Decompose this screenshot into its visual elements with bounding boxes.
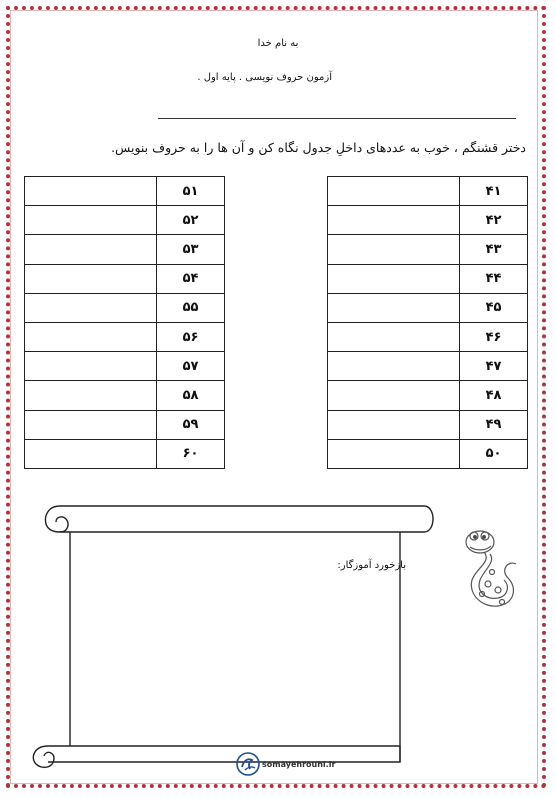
answer-cell[interactable] [25,206,157,235]
number-cell: ۵۸ [157,381,225,410]
number-cell: ۶۰ [157,439,225,468]
answer-cell[interactable] [328,264,460,293]
table-row [25,264,225,293]
answer-cell[interactable] [328,439,460,468]
table-row [328,293,528,322]
table-row [328,206,528,235]
number-cell: ۴۳ [460,235,528,264]
name-line [158,118,516,119]
table-row [25,206,225,235]
answer-cell[interactable] [328,322,460,351]
number-cell: ۴۸ [460,381,528,410]
answer-cell[interactable] [328,235,460,264]
table-row [328,264,528,293]
table-row [328,439,528,468]
number-cell: ۴۴ [460,264,528,293]
table-row [25,381,225,410]
website-url: somayehrouhi.ir [262,760,336,769]
number-cell: ۵۹ [157,410,225,439]
number-table-right [327,176,528,469]
table-row [25,293,225,322]
table-row [328,235,528,264]
table-row [25,177,225,206]
answer-cell[interactable] [25,177,157,206]
table-row [25,352,225,381]
number-cell: ۵۶ [157,322,225,351]
answer-cell[interactable] [328,177,460,206]
answer-cell[interactable] [328,293,460,322]
table-row [25,322,225,351]
answer-cell[interactable] [328,206,460,235]
answer-cell[interactable] [25,352,157,381]
answer-cell[interactable] [25,322,157,351]
number-cell: ۵۳ [157,235,225,264]
exam-title: آزمون حروف نویسی . پایه اول . [197,72,332,83]
table-row [328,410,528,439]
number-cell: ۵۱ [157,177,225,206]
table-row [328,352,528,381]
answer-cell[interactable] [328,352,460,381]
number-cell: ۴۲ [460,206,528,235]
number-cell: ۵۷ [157,352,225,381]
table-row [25,235,225,264]
table-row [25,410,225,439]
snake-illustration [458,520,528,620]
number-cell: ۵۲ [157,206,225,235]
answer-cell[interactable] [25,293,157,322]
feedback-label: بازخورد آموزگار: [337,560,406,571]
number-cell: ۴۹ [460,410,528,439]
instruction-text: دختر قشنگم ، خوب به عددهای داخلِ جدول نگاه کن و آن ها را به حروف بنویس. [111,140,526,155]
bismillah-heading: به نام خدا [257,38,299,49]
table-row [25,439,225,468]
table-row [328,177,528,206]
number-cell: ۴۱ [460,177,528,206]
table-row [328,322,528,351]
number-cell: ۴۶ [460,322,528,351]
table-row [328,381,528,410]
answer-cell[interactable] [25,235,157,264]
number-cell: ۴۵ [460,293,528,322]
number-cell: ۵۴ [157,264,225,293]
answer-cell[interactable] [25,410,157,439]
feedback-scroll [24,500,440,770]
answer-cell[interactable] [25,264,157,293]
answer-cell[interactable] [328,410,460,439]
number-cell: ۴۷ [460,352,528,381]
answer-cell[interactable] [25,439,157,468]
number-table-left [24,176,225,469]
answer-cell[interactable] [328,381,460,410]
site-logo [236,752,260,776]
answer-cell[interactable] [25,381,157,410]
number-cell: ۵۰ [460,439,528,468]
number-cell: ۵۵ [157,293,225,322]
